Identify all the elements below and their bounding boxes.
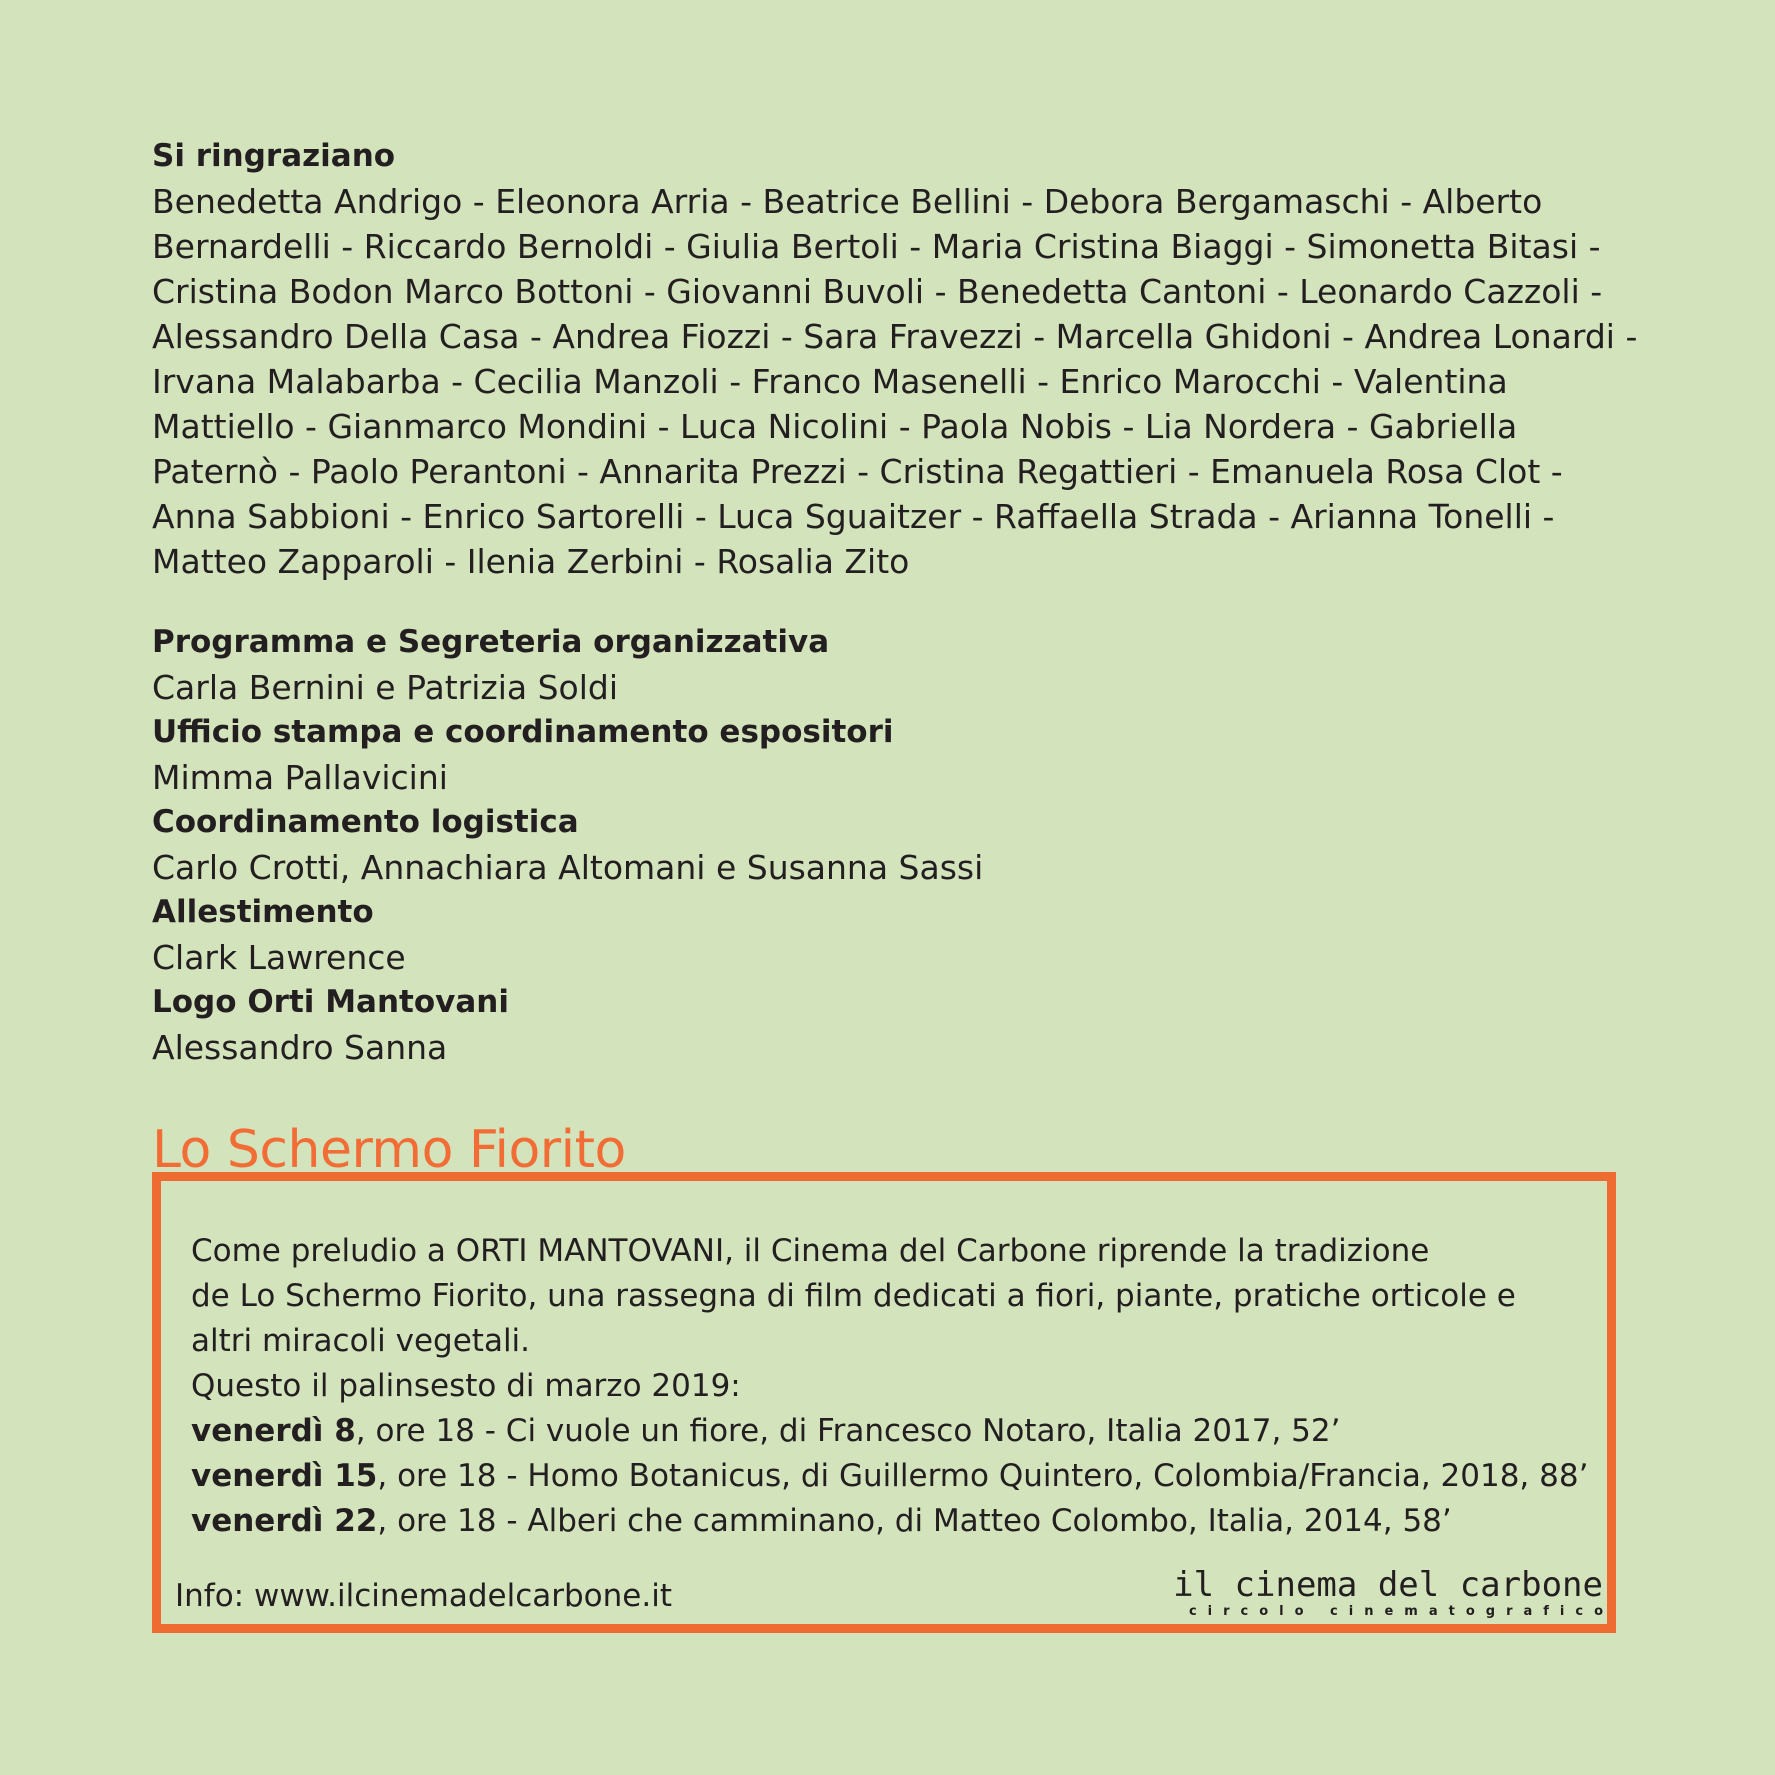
info-website: Info: www.ilcinemadelcarbone.it bbox=[175, 1578, 672, 1614]
schedule-detail: , ore 18 - Homo Botanicus, di Guillermo Quintero, Colombia/Francia, 2018, 88’ bbox=[377, 1458, 1589, 1494]
cinema-del-carbone-logo bbox=[1173, 1565, 1614, 1620]
schermo-fiorito-box bbox=[152, 1172, 1616, 1633]
thanks-names: Benedetta Andrigo - Eleonora Arria - Beatrice Bellini - Debora Bergamaschi - Alberto Bernardelli - Riccardo Bernoldi - Giulia Bertoli - Maria Cristina Biaggi - Simonetta Bitasi - Cristina Bodon Marco Bottoni - Giovanni Buvoli - Benedetta Cantoni - Leonardo Cazzoli - Alessandro Della Casa - Andrea Fiozzi - Sara Fravezzi - Marcella Ghidoni - Andrea Lonardi - Irvana Malabarba - Cecilia Manzoli - Franco Masenelli - Enrico Marocchi - Valentina Mattiello - Gianmarco Mondini - Luca Nicolini - Paola Nobis - Lia Nordera - Gabriella Paternò - Paolo Perantoni - Annarita Prezzi - Cristina Regattieri - Emanuela Rosa Clot - Anna Sabbioni - Enrico Sartorelli - Luca Sguaitzer - Raffaella Strada - Arianna Tonelli - Matteo Zapparoli - Ilenia Zerbini - Rosalia Zito bbox=[152, 182, 1638, 581]
schedule-item bbox=[191, 1499, 1611, 1544]
credit-person: Alessandro Sanna bbox=[152, 1028, 448, 1067]
intro-line: Questo il palinsesto di marzo 2019: bbox=[191, 1368, 741, 1404]
schedule-item bbox=[191, 1454, 1611, 1499]
credit-role: Logo Orti Mantovani bbox=[152, 984, 509, 1020]
logo-subtitle: circolo cinematografico bbox=[1188, 1604, 1614, 1619]
schedule-day: venerdì 22 bbox=[191, 1503, 378, 1539]
schedule-detail: , ore 18 - Ci vuole un fiore, di Francesco Notaro, Italia 2017, 52’ bbox=[355, 1413, 1341, 1449]
credits-section bbox=[152, 620, 983, 1070]
credit-person: Carlo Crotti, Annachiara Altomani e Susanna Sassi bbox=[152, 848, 984, 887]
thanks-heading: Si ringraziano bbox=[152, 138, 396, 174]
credit-person: Mimma Pallavicini bbox=[152, 758, 448, 797]
schedule-item bbox=[191, 1409, 1611, 1454]
logo-name: il cinema del carbone bbox=[1173, 1565, 1603, 1605]
credit-role: Allestimento bbox=[152, 894, 374, 930]
schermo-fiorito-body bbox=[191, 1229, 1611, 1544]
schedule-day: venerdì 8 bbox=[191, 1413, 356, 1449]
thanks-section bbox=[152, 134, 1652, 584]
schedule-detail: , ore 18 - Alberi che camminano, di Matteo Colombo, Italia, 2014, 58’ bbox=[377, 1503, 1452, 1539]
intro-line: de Lo Schermo Fiorito, una rassegna di film dedicati a fiori, piante, pratiche orticole e bbox=[191, 1278, 1516, 1314]
schedule-day: venerdì 15 bbox=[191, 1458, 378, 1494]
credit-person: Clark Lawrence bbox=[152, 938, 406, 977]
credit-role: Ufficio stampa e coordinamento espositori bbox=[152, 714, 894, 750]
intro-line: altri miracoli vegetali. bbox=[191, 1323, 531, 1359]
credit-role: Coordinamento logistica bbox=[152, 804, 579, 840]
credit-person: Carla Bernini e Patrizia Soldi bbox=[152, 668, 619, 707]
schermo-fiorito-title: Lo Schermo Fiorito bbox=[152, 1120, 626, 1180]
intro-line: Come preludio a ORTI MANTOVANI, il Cinema del Carbone riprende la tradizione bbox=[191, 1233, 1430, 1269]
credit-role: Programma e Segreteria organizzativa bbox=[152, 624, 830, 660]
